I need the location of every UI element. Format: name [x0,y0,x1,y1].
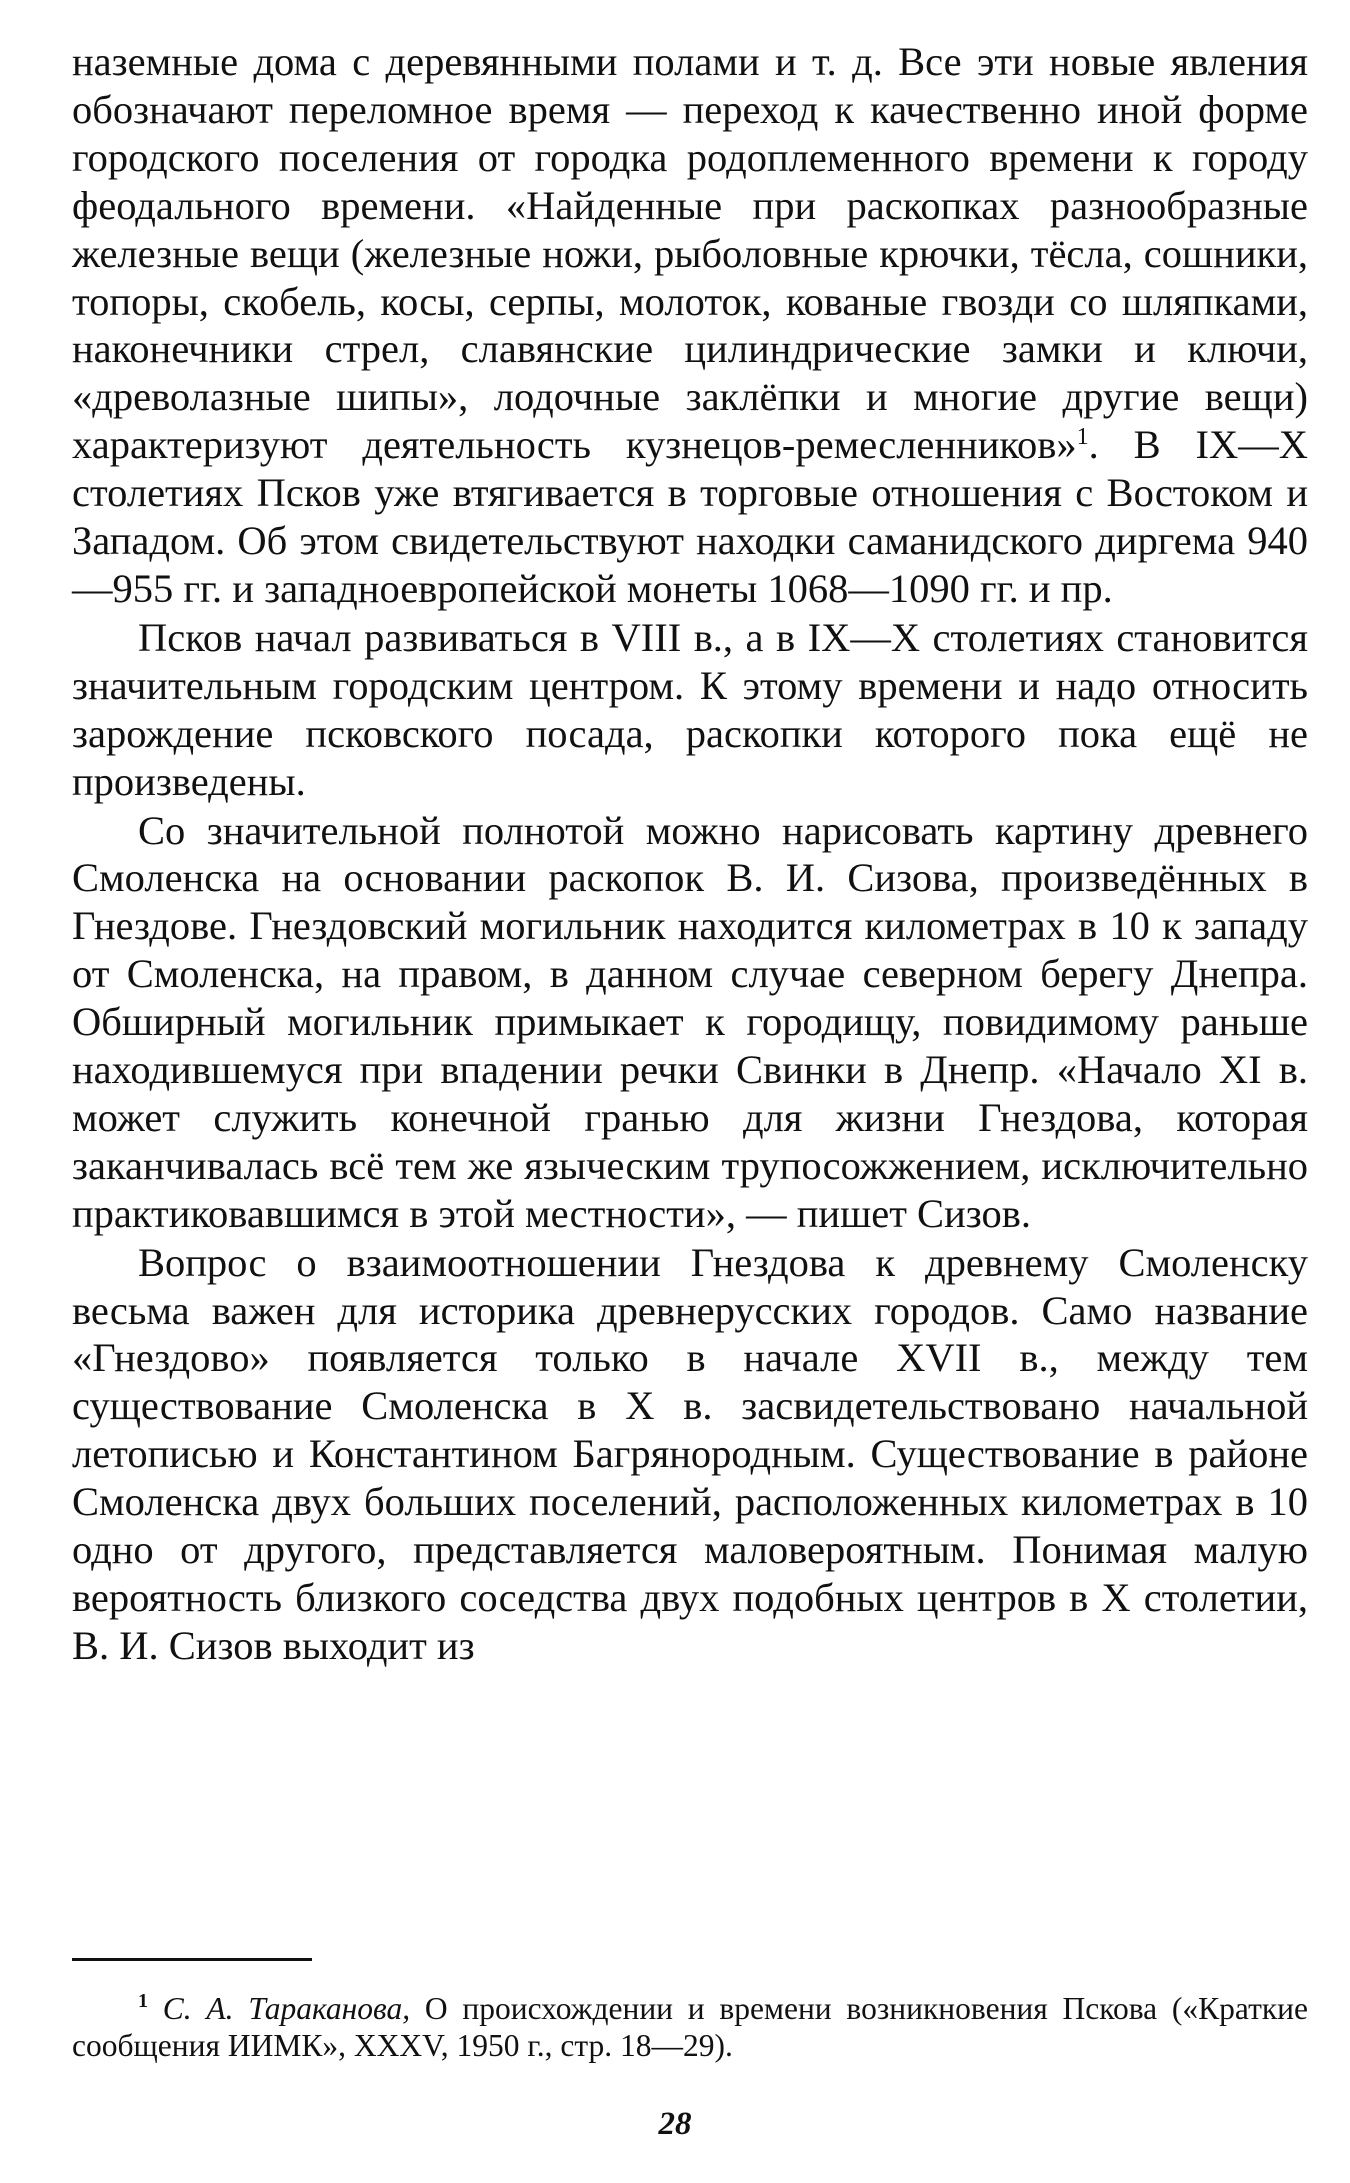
page-body [72,38,1308,1670]
paragraph-1-text: наземные дома с деревянными полами и т. д. Все эти новые явления обозначают переломное время — переход к качественно иной форме городского поселения от городка родоплеменного времени к городу феодального времени. «Найденные при раскопках разнообразные железные вещи (железные ножи, рыболовные крючки, тёсла, сошники, топоры, скобель, косы, серпы, молоток, кованые гвозди со шляпками, наконечники стрел, славянские цилиндрические замки и ключи, «древолазные шипы», лодочные заклёпки и многие другие вещи) характеризуют деятельность кузнецов-ремесленников» [72,39,1308,468]
paragraph-1 [72,38,1308,613]
paragraph-3: Со значительной полнотой можно нарисовать картину древнего Смоленска на основании раскопок В. И. Сизова, произведённых в Гнездове. Гнездовский могильник находится километрах в 10 к западу от Смоленска, на правом, в данном случае северном берегу Днепра. Обширный могильник примыкает к городищу, повидимому раньше находившемуся при впадении речки Свинки в Днепр. «Начало XI в. может служить конечной гранью для жизни Гнездова, которая заканчивалась всё тем же языческим трупосожжением, исключительно практиковавшимся в этой местности», — пишет Сизов. [72,807,1308,1236]
footnote-mark: 1 [138,1990,148,2012]
paragraph-4: Вопрос о взаимоотношении Гнездова к древнему Смоленску весьма важен для историка древнерусских городов. Само название «Гнездово» появляется только в начале XVII в., между тем существование Смоленска в X в. засвидетельствовано начальной летописью и Константином Багрянородным. Существование в районе Смоленска двух больших поселений, расположенных километрах в 10 одно от другого, представляется маловероятным. Понимая малую вероятность близкого соседства двух подобных центров в X столетии, В. И. Сизов выходит из [72,1239,1308,1668]
paragraph-1-text-continued: . В IX—X столетиях Псков уже втягивается в торговые отношения с Востоком и Западом. Об этом свидетельствуют находки саманидского диргема 940—955 гг. и западноевропейской монеты 1068—1090 гг. и пр. [72,422,1309,611]
footnote [72,1990,1308,2064]
page-number: 28 [658,2106,692,2142]
footnote-text: О происхождении и времени возникновения Пскова («Краткие сообщения ИИМК», XXXV, 1950 г., стр. 18—29). [72,1991,1309,2063]
footnote-divider [72,1958,312,1961]
footnote-reference[interactable]: 1 [1076,424,1089,451]
footnote-author: С. А. Тараканова, [162,1991,411,2026]
paragraph-2: Псков начал развиваться в VIII в., а в IX—X столетиях становится значительным городским центром. К этому времени и надо относить зарождение псковского посада, раскопки которого пока ещё не произведены. [72,614,1308,804]
